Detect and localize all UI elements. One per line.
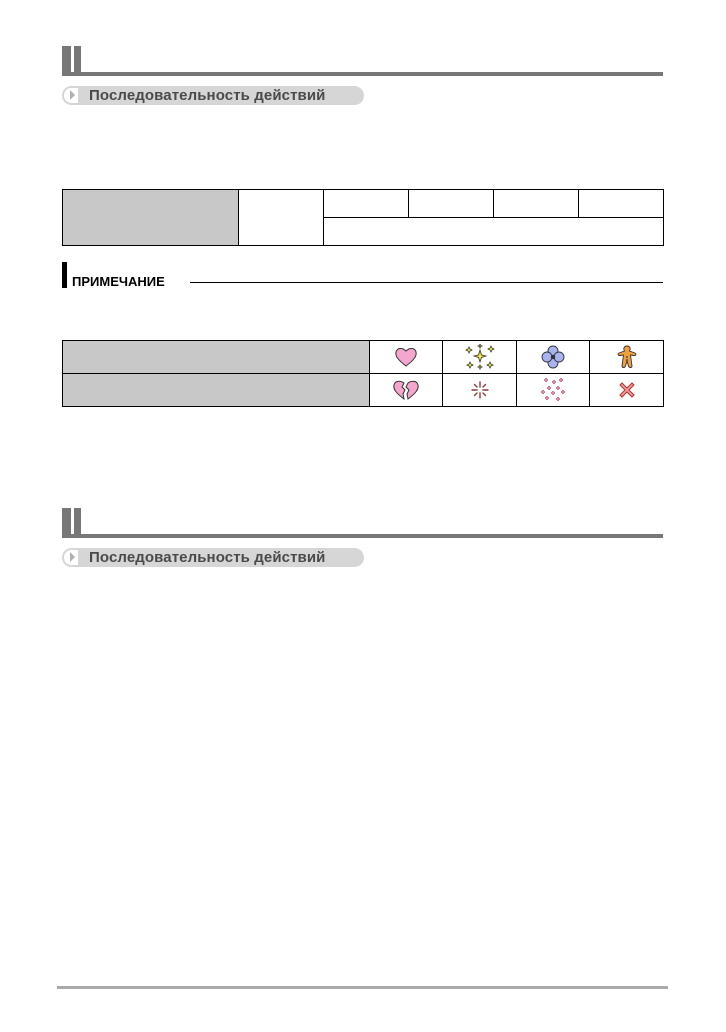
icon-cell — [590, 341, 664, 374]
flower-icon — [541, 345, 565, 369]
header-mark — [62, 46, 71, 75]
icon-cell — [370, 374, 443, 407]
settings-table — [62, 189, 664, 246]
heart-icon — [394, 346, 418, 368]
table-cell — [579, 190, 664, 218]
table-header-cell — [63, 374, 370, 407]
icon-cell — [590, 374, 664, 407]
icon-cell — [443, 341, 517, 374]
scatter-diamonds-icon — [540, 377, 566, 403]
note-label: ПРИМЕЧАНИЕ — [72, 274, 165, 289]
broken-heart-icon — [392, 378, 420, 402]
small-sparkle-icon — [469, 379, 491, 401]
table-cell — [494, 190, 579, 218]
arrow-icon — [64, 550, 78, 565]
note-bar — [62, 262, 67, 288]
sparkle-burst-icon — [465, 344, 495, 370]
header-mark — [74, 508, 81, 537]
table-header-cell — [63, 190, 239, 246]
note-rule — [190, 282, 663, 283]
x-mark-icon — [617, 380, 637, 400]
table-cell — [409, 190, 494, 218]
procedure-pill-2 — [62, 548, 364, 567]
footer-rule — [57, 986, 668, 989]
table-row — [63, 374, 664, 407]
table-header-cell — [63, 341, 370, 374]
table-row — [63, 341, 664, 374]
header-mark — [62, 508, 71, 537]
procedure-label: Последовательность действий — [89, 549, 326, 566]
icon-cell — [370, 341, 443, 374]
icon-table — [62, 340, 664, 407]
table-cell — [324, 218, 664, 246]
header-rule — [62, 534, 663, 538]
header-rule — [62, 72, 663, 76]
icon-cell — [517, 374, 590, 407]
procedure-label: Последовательность действий — [89, 87, 326, 104]
table-cell — [324, 190, 409, 218]
section-header-2 — [62, 508, 663, 538]
icon-cell — [517, 341, 590, 374]
procedure-pill-1 — [62, 86, 364, 105]
arrow-icon — [64, 88, 78, 103]
icon-cell — [443, 374, 517, 407]
gingerbread-icon — [617, 345, 637, 369]
header-mark — [74, 46, 81, 75]
note-heading — [62, 262, 663, 288]
table-cell — [239, 190, 324, 246]
section-header-1 — [62, 46, 663, 76]
